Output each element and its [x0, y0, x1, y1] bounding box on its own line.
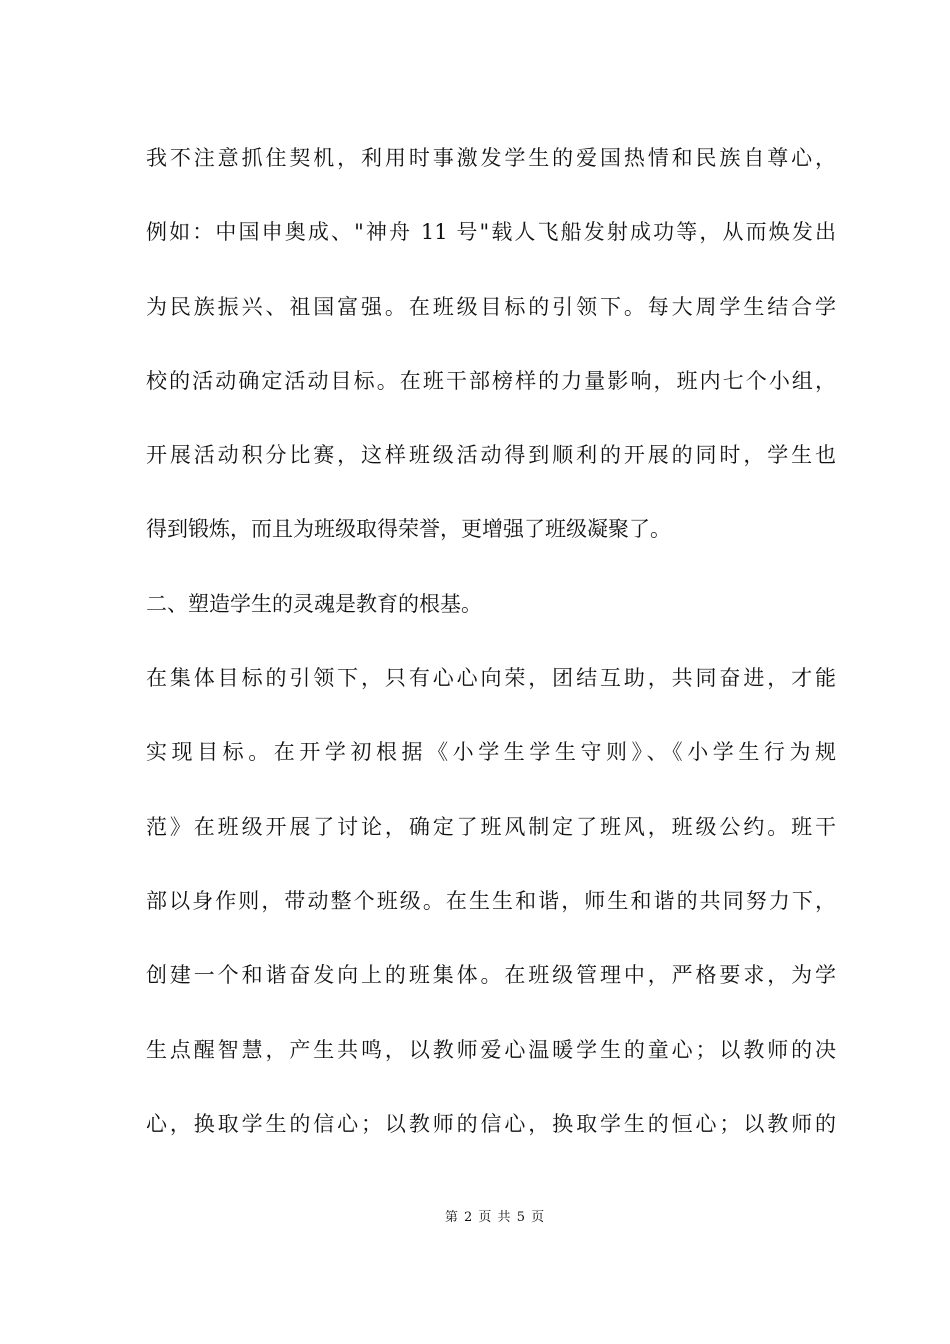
body-text: [146, 138, 836, 1178]
text-line: 例如：中国申奥成、"神舟 11 号"载人飞船发射成功等，从而焕发出: [146, 220, 836, 245]
text-line: 校的活动确定活动目标。在班干部榜样的力量影响，班内七个小组，: [146, 368, 836, 393]
page-number-footer: 第 2 页 共 5 页: [444, 1210, 546, 1225]
text-line: 为民族振兴、祖国富强。在班级目标的引领下。每大周学生结合学: [146, 294, 836, 319]
text-line: 我不注意抓住契机，利用时事激发学生的爱国热情和民族自尊心，: [146, 146, 836, 170]
text-line: 在集体目标的引领下，只有心心向荣，团结互助，共同奋进，才能: [146, 666, 836, 691]
text-line: 开展活动积分比赛，这样班级活动得到顺利的开展的同时，学生也: [146, 443, 836, 468]
text-line: 部以身作则，带动整个班级。在生生和谐，师生和谐的共同努力下，: [146, 888, 836, 913]
text-line: 范》在班级开展了讨论，确定了班风制定了班风，班级公约。班干: [146, 814, 836, 839]
text-line: 得到锻炼，而且为班级取得荣誉，更增强了班级凝聚了。: [146, 517, 671, 542]
text-line: 创建一个和谐奋发向上的班集体。在班级管理中，严格要求，为学: [146, 963, 836, 988]
text-line: 生点醒智慧，产生共鸣，以教师爱心温暖学生的童心；以教师的决: [146, 1037, 836, 1062]
text-line: 实现目标。在开学初根据《小学生学生守则》、《小学生行为规: [146, 740, 836, 765]
section-heading: 二、塑造学生的灵魂是教育的根基。: [146, 591, 482, 616]
text-line: 心，换取学生的信心；以教师的信心，换取学生的恒心；以教师的: [146, 1111, 836, 1136]
